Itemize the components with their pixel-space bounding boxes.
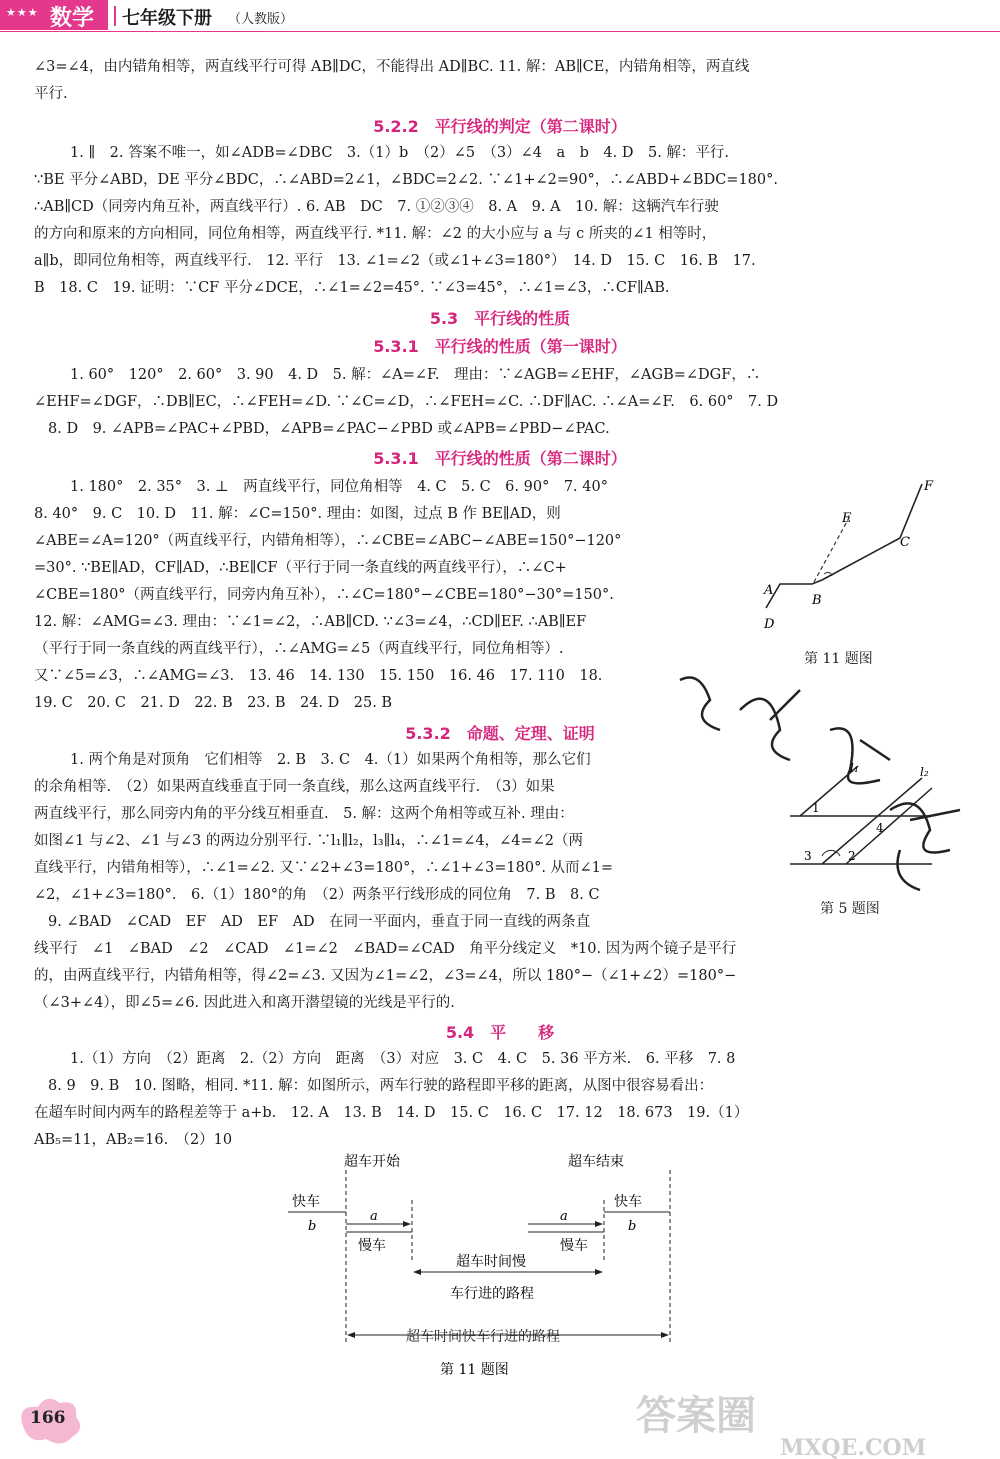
section-title-5-3: 5.3 平行线的性质	[429, 309, 571, 328]
header-rule	[0, 31, 1000, 32]
handwriting-scribble	[660, 660, 990, 900]
svg-text:答案圈: 答案圈	[636, 1392, 756, 1439]
answer-line: a∥b，即同位角相等，两直线平行. 12. 平行 13. ∠1=∠2（或∠1+∠3=180°） 14. D 15. C 16. B 17.	[34, 253, 756, 269]
answer-line: 12. 解：∠AMG=∠3. 理由：∵∠1=∠2，∴AB∥CD. ∵∠3=∠4，∴CD∥EF. ∴AB∥EF	[34, 614, 587, 630]
answer-line: 的，由两直线平行，内错角相等，得∠2=∠3. 又因为∠1=∠2，∠3=∠4，所以 180°−（∠1+∠2）=180°−	[34, 968, 737, 984]
figure-overtaking-diagram	[270, 1152, 700, 1382]
answer-line: 1. 两个角是对顶角 它们相等 2. B 3. C 4.（1）如果两个角相等，那么它们	[70, 752, 591, 768]
answer-line: （∠3+∠4），即∠5=∠6. 因此进入和离开潜望镜的光线是平行的.	[34, 995, 455, 1011]
answer-line: ∠ABE=∠A=120°（两直线平行，内错角相等），∴∠CBE=∠ABC−∠ABE=150°−120°	[34, 533, 622, 549]
answer-line: 1. ∥ 2. 答案不唯一，如∠ADB=∠DBC 3.（1）b （2）∠5 （3）∠4 a b 4. D 5. 解：平行.	[70, 145, 730, 161]
answer-line: ∴AB∥CD（同旁内角互补，两直线平行）. 6. AB DC 7. ①②③④ 8. A 9. A 10. 解：这辆汽车行驶	[34, 199, 719, 215]
figure-label-l2: l₂	[920, 765, 929, 779]
label-overtake-start: 超车开始	[344, 1154, 400, 1170]
figure-q11-angles	[750, 478, 950, 643]
answer-line: 在超车时间内两车的路程差等于 a+b. 12. A 13. B 14. D 15. C 16. C 17. 12 18. 673 19.（1）	[34, 1105, 749, 1121]
section-title-5-2-2: 5.2.2 平行线的判定（第二课时）	[373, 117, 627, 136]
figure-caption-q5: 第 5 题图	[820, 901, 880, 917]
answer-line: 8. 40° 9. C 10. D 11. 解：∠C=150°. 理由：如图，过点 B 作 BE∥AD，则	[34, 506, 561, 522]
header-grade: 七年级下册	[122, 8, 212, 29]
label-b-right: b	[628, 1219, 637, 1234]
header-stars: ★★★	[6, 6, 39, 19]
intro-line: ∠3=∠4，由内错角相等，两直线平行可得 AB∥DC，不能得出 AD∥BC. 11. 解：AB∥CE，内错角相等，两直线	[34, 59, 750, 75]
answer-line: 直线平行，内错角相等），∴∠1=∠2. 又∵∠2+∠3=180°，∴∠1+∠3=180°. 从而∠1=	[34, 860, 614, 876]
figure-label-angle2: 2	[848, 849, 856, 863]
header-subject: 数学	[50, 6, 95, 31]
answer-line: 又∵∠5=∠3，∴∠AMG=∠3. 13. 46 14. 130 15. 150 16. 46 17. 110 18.	[34, 668, 603, 684]
figure-label-angle4: 4	[876, 821, 884, 835]
section-title-5-3-1-a: 5.3.1 平行线的性质（第一课时）	[373, 337, 627, 356]
label-a-left: a	[370, 1209, 378, 1224]
section-title-5-3-2: 5.3.2 命题、定理、证明	[405, 724, 595, 743]
label-fast-distance: 超车时间快车行进的路程	[406, 1329, 560, 1345]
answer-line: 的方向和原来的方向相同，同位角相等，两直线平行. *11. 解：∠2 的大小应与 a 与 c 所夹的∠1 相等时，	[34, 226, 717, 242]
answer-line: 1. 180° 2. 35° 3. ⊥ 两直线平行，同位角相等 4. C 5. C 6. 90° 7. 40°	[70, 479, 608, 495]
figure-label-l1: l₁	[850, 761, 859, 775]
answer-line: ∠CBE=180°（两直线平行，同旁内角互补），∴∠C=180°−∠CBE=180°−30°=150°.	[34, 587, 614, 603]
label-fast-car-right: 快车	[614, 1194, 642, 1210]
figure-label-angle1: 1	[812, 801, 820, 815]
figure-label-b: B	[812, 593, 822, 608]
figure-caption-overtaking: 第 11 题图	[440, 1362, 509, 1378]
answer-line: 如图∠1 与∠2、∠1 与∠3 的两边分别平行. ∵l₁∥l₂，l₃∥l₄，∴∠1=∠4，∠4=∠2（两	[34, 833, 584, 849]
answer-line: 8. 9 9. B 10. 图略，相同. *11. 解：如图所示，两车行驶的路程即平移的距离，从图中很容易看出：	[48, 1078, 714, 1094]
label-slow-distance-2: 车行进的路程	[450, 1286, 534, 1302]
intro-line: 平行.	[34, 86, 68, 102]
answer-line: ∠2，∠1+∠3=180°. 6.（1）180°的角 （2）两条平行线形成的同位角 7. B 8. C	[34, 887, 600, 903]
label-slow-car-left: 慢车	[358, 1238, 386, 1254]
answer-line: B 18. C 19. 证明：∵CF 平分∠DCE，∴∠1=∠2=45°. ∵∠3=45°，∴∠1=∠3，∴CF∥AB.	[34, 280, 670, 296]
answer-line: ∠EHF=∠DGF，∴DB∥EC，∴∠FEH=∠D. ∵∠C=∠D，∴∠FEH=∠C. ∴DF∥AC. ∴∠A=∠F. 6. 60° 7. D	[34, 394, 779, 410]
figure-label-c: C	[900, 535, 910, 550]
page-number: 166	[30, 1408, 66, 1428]
label-overtake-end: 超车结束	[568, 1154, 624, 1170]
figure-label-d: D	[764, 617, 775, 632]
page-header	[0, 0, 1000, 34]
answer-line: 线平行 ∠1 ∠BAD ∠2 ∠CAD ∠1=∠2 ∠BAD=∠CAD 角平分线定义 *10. 因为两个镜子是平行	[34, 941, 737, 957]
header-separator	[114, 6, 116, 26]
answer-line: =30°. ∵BE∥AD，CF∥AD，∴BE∥CF（平行于同一条直线的两直线平行），∴∠C+	[34, 560, 567, 576]
answer-line: 1.（1）方向 （2）距离 2.（2）方向 距离 （3）对应 3. C 4. C 5. 36 平方米. 6. 平移 7. 8	[70, 1051, 736, 1067]
label-a-right: a	[560, 1209, 568, 1224]
label-slow-distance-1: 超车时间慢	[456, 1254, 526, 1270]
answer-line: 8. D 9. ∠APB=∠PAC+∠PBD，∠APB=∠PAC−∠PBD 或∠APB=∠PBD−∠PAC.	[48, 421, 610, 437]
figure-caption-q11: 第 11 题图	[804, 651, 873, 667]
watermark-logo	[630, 1385, 990, 1459]
figure-label-angle3: 3	[804, 849, 812, 863]
figure-label-e: E	[842, 511, 852, 526]
svg-text:MXQE.COM: MXQE.COM	[780, 1435, 927, 1459]
answer-line: 1. 60° 120° 2. 60° 3. 90 4. D 5. 解：∠A=∠F. 理由：∵∠AGB=∠EHF，∠AGB=∠DGF，∴	[70, 367, 761, 383]
answer-line: AB₅=11，AB₂=16. （2）10	[34, 1132, 233, 1148]
label-b-left: b	[308, 1219, 317, 1234]
answer-line: 9. ∠BAD ∠CAD EF AD EF AD 在同一平面内，垂直于同一直线的两条直	[48, 914, 591, 930]
answer-line: 两直线平行，那么同旁内角的平分线互相垂直. 5. 解：这两个角相等或互补. 理由：	[34, 806, 574, 822]
answer-line: 的余角相等. （2）如果两直线垂直于同一条直线，那么这两直线平行. （3）如果	[34, 779, 555, 795]
answer-line: （平行于同一条直线的两直线平行），∴∠AMG=∠5（两直线平行，同位角相等）.	[34, 641, 564, 657]
figure-label-f: F	[924, 479, 934, 494]
figure-label-a: A	[764, 583, 774, 598]
label-slow-car-right: 慢车	[560, 1238, 588, 1254]
header-edition: （人教版）	[228, 12, 294, 27]
section-title-5-3-1-b: 5.3.1 平行线的性质（第二课时）	[373, 449, 627, 468]
answer-line: 19. C 20. C 21. D 22. B 23. B 24. D 25. B	[34, 695, 393, 711]
label-fast-car-left: 快车	[292, 1194, 320, 1210]
section-title-5-4: 5.4 平 移	[445, 1023, 555, 1042]
answer-line: ∵BE 平分∠ABD，DE 平分∠BDC，∴∠ABD=2∠1，∠BDC=2∠2. ∵∠1+∠2=90°，∴∠ABD+∠BDC=180°.	[34, 172, 778, 188]
